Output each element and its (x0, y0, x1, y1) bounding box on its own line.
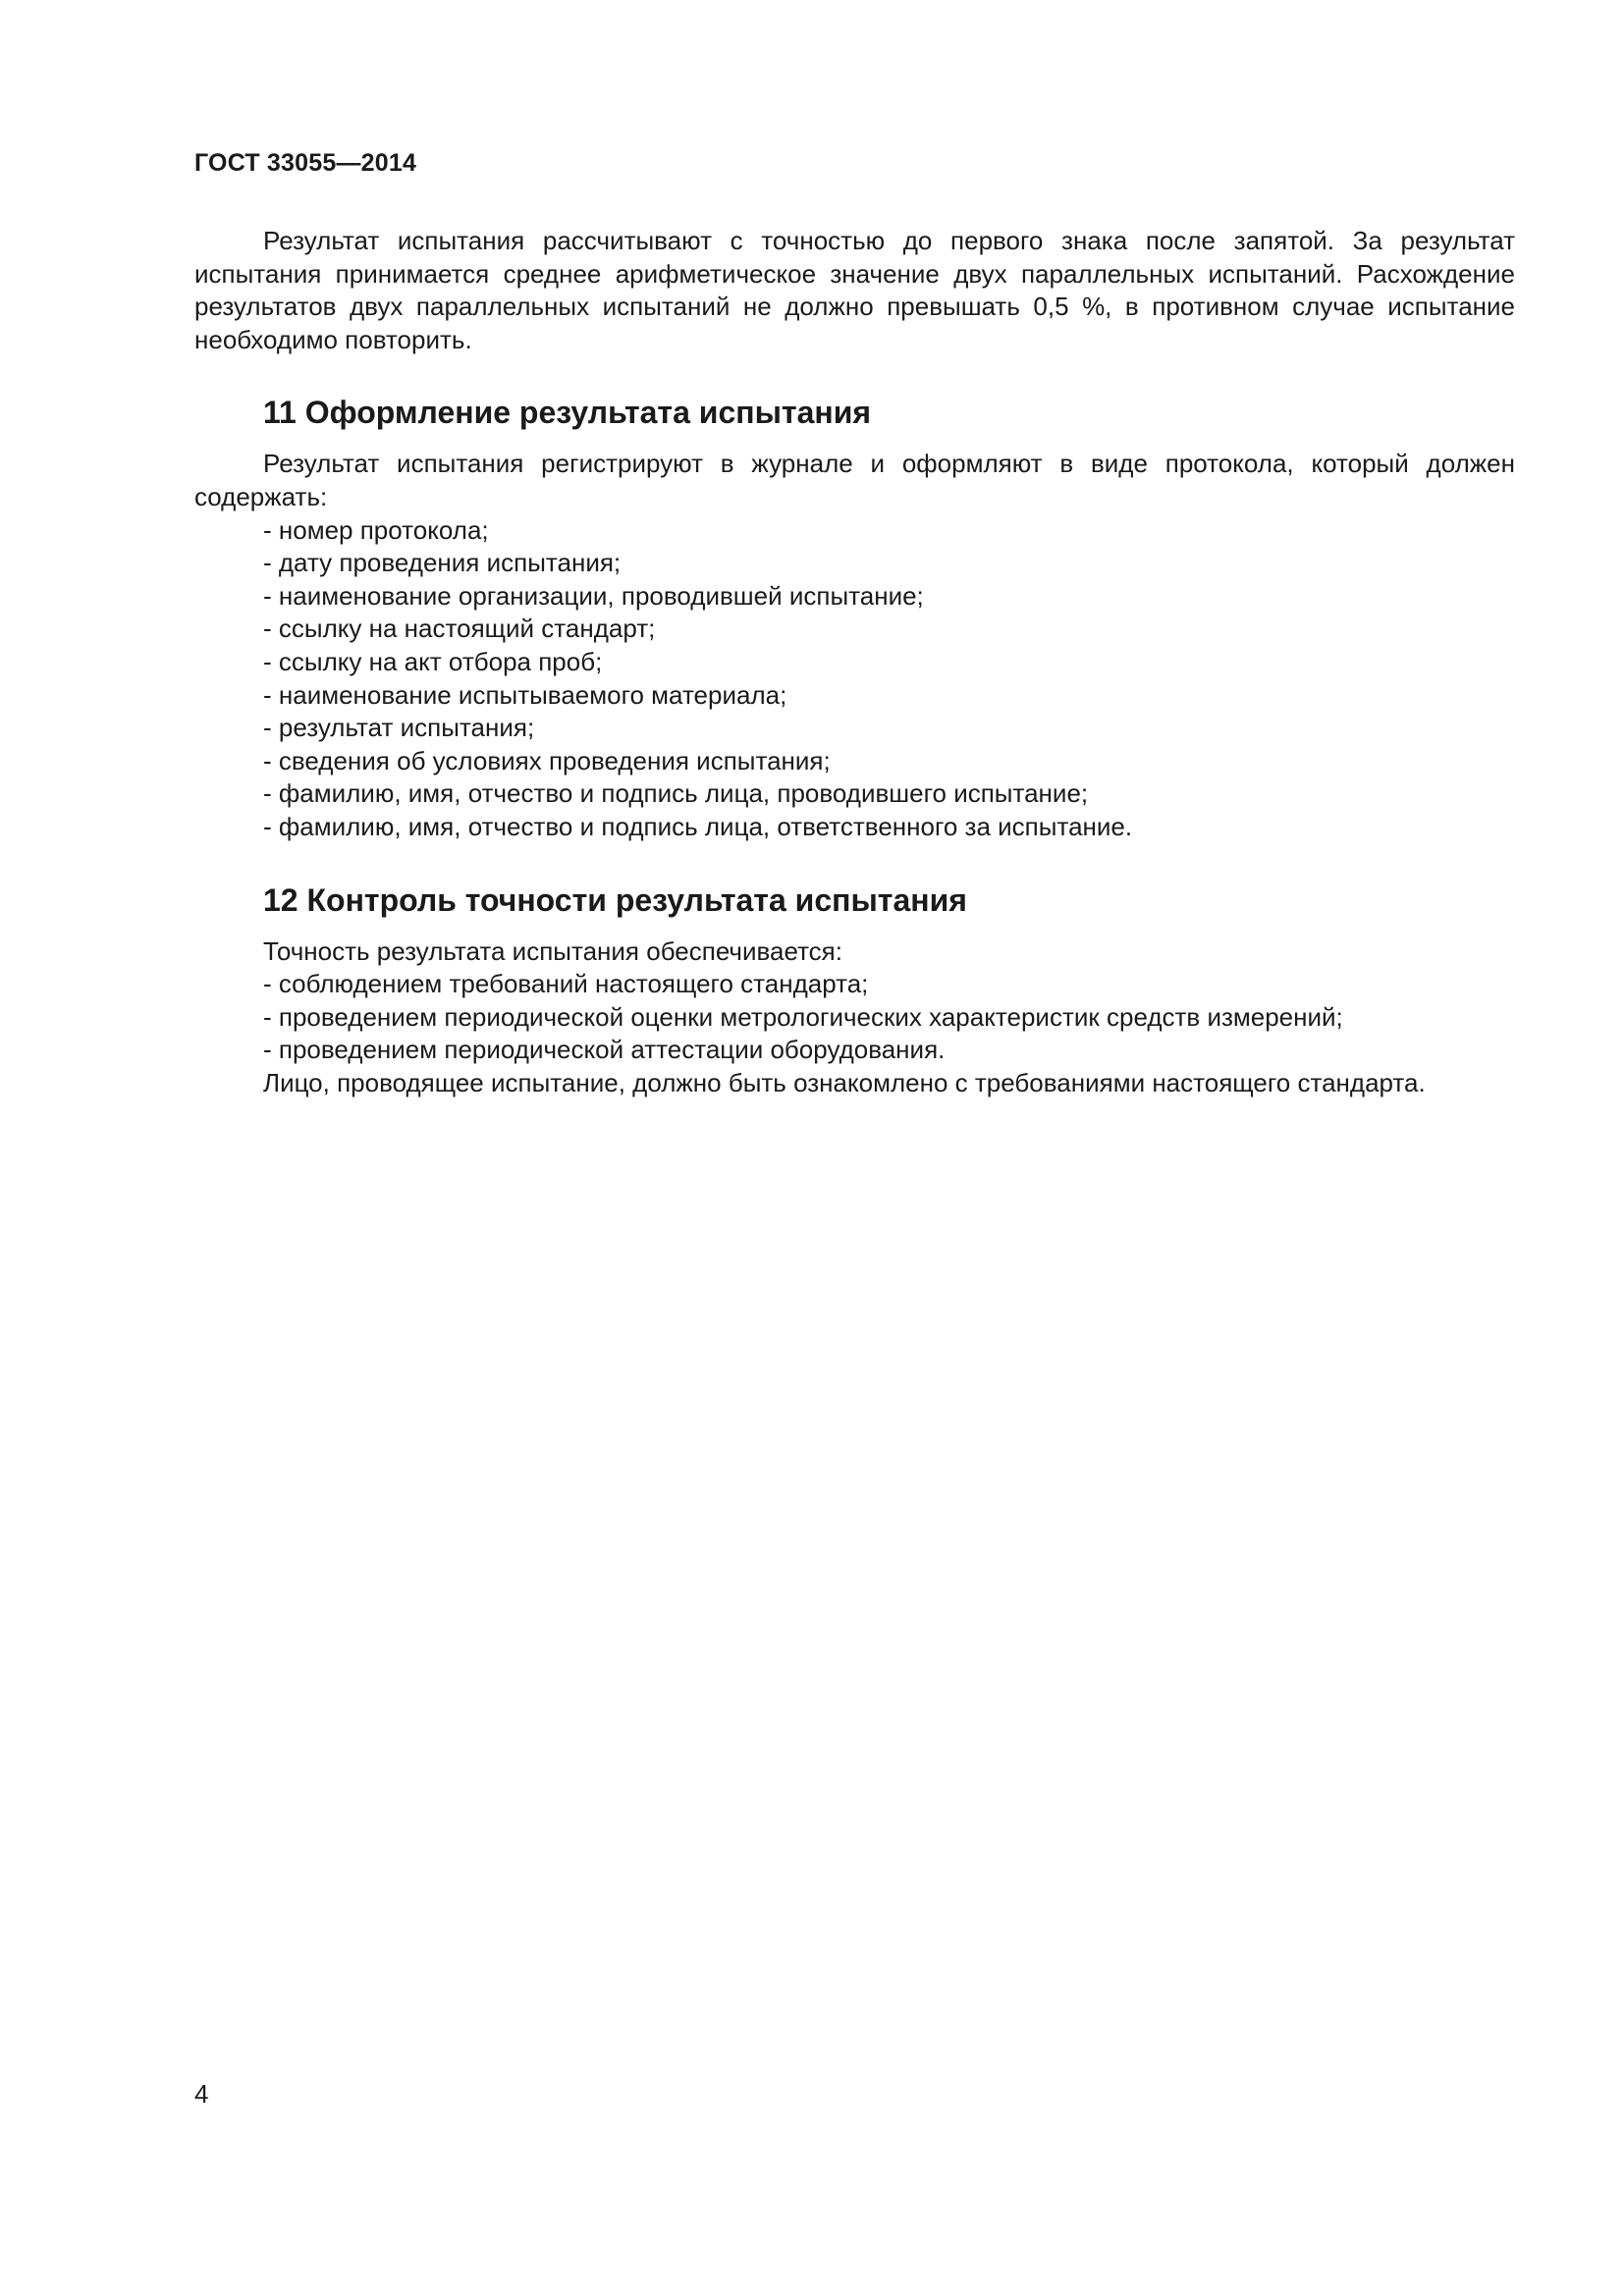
section-12-closing: Лицо, проводящее испытание, должно быть ознакомлено с требованиями настоящего стандарта. (263, 1067, 1426, 1097)
list-item: - результат испытания; (263, 713, 535, 743)
list-item: - соблюдением требований настоящего стандарта; (263, 969, 869, 999)
list-item: - наименование организации, проводившей испытание; (263, 580, 924, 611)
section-11-title: 11 Оформление результата испытания (263, 395, 872, 431)
list-item: - дату проведения испытания; (263, 548, 622, 578)
section-12-intro: Точность результата испытания обеспечивается: (263, 935, 842, 966)
section-12-list (194, 968, 1515, 1067)
section-11-intro: Результат испытания регистрируют в журнале и оформляют в виде протокола, который должен содержать: (194, 449, 1515, 511)
page-content (194, 225, 1515, 1099)
section-11-list (194, 514, 1515, 844)
list-item: - проведением периодической оценки метрологических характеристик средств измерений; (263, 1001, 1343, 1032)
list-item: - фамилию, имя, отчество и подпись лица, проводившего испытание; (263, 778, 1089, 809)
list-item: - проведением периодической аттестации оборудования. (263, 1035, 946, 1065)
list-item: - фамилию, имя, отчество и подпись лица, ответственного за испытание. (263, 811, 1133, 841)
list-item: - наименование испытываемого материала; (263, 679, 787, 710)
list-item: - номер протокола; (263, 514, 489, 545)
list-item: - ссылку на настоящий стандарт; (263, 614, 656, 644)
intro-paragraph: Результат испытания рассчитывают с точностью до первого знака после запятой. За результат испытания принимается среднее арифметическое значение двух параллельных испытаний. Расхождение результатов двух параллельных испытаний не должно превышать 0,5 %, в противном случае испытание необходимо повторить. (194, 226, 1515, 354)
section-12-title: 12 Контроль точности результата испытания (263, 881, 967, 918)
list-item: - ссылку на акт отбора проб; (263, 646, 603, 676)
page-number: 4 (194, 2079, 209, 2109)
list-item: - сведения об условиях проведения испытания; (263, 745, 831, 775)
document-code-header: ГОСТ 33055—2014 (194, 149, 417, 177)
